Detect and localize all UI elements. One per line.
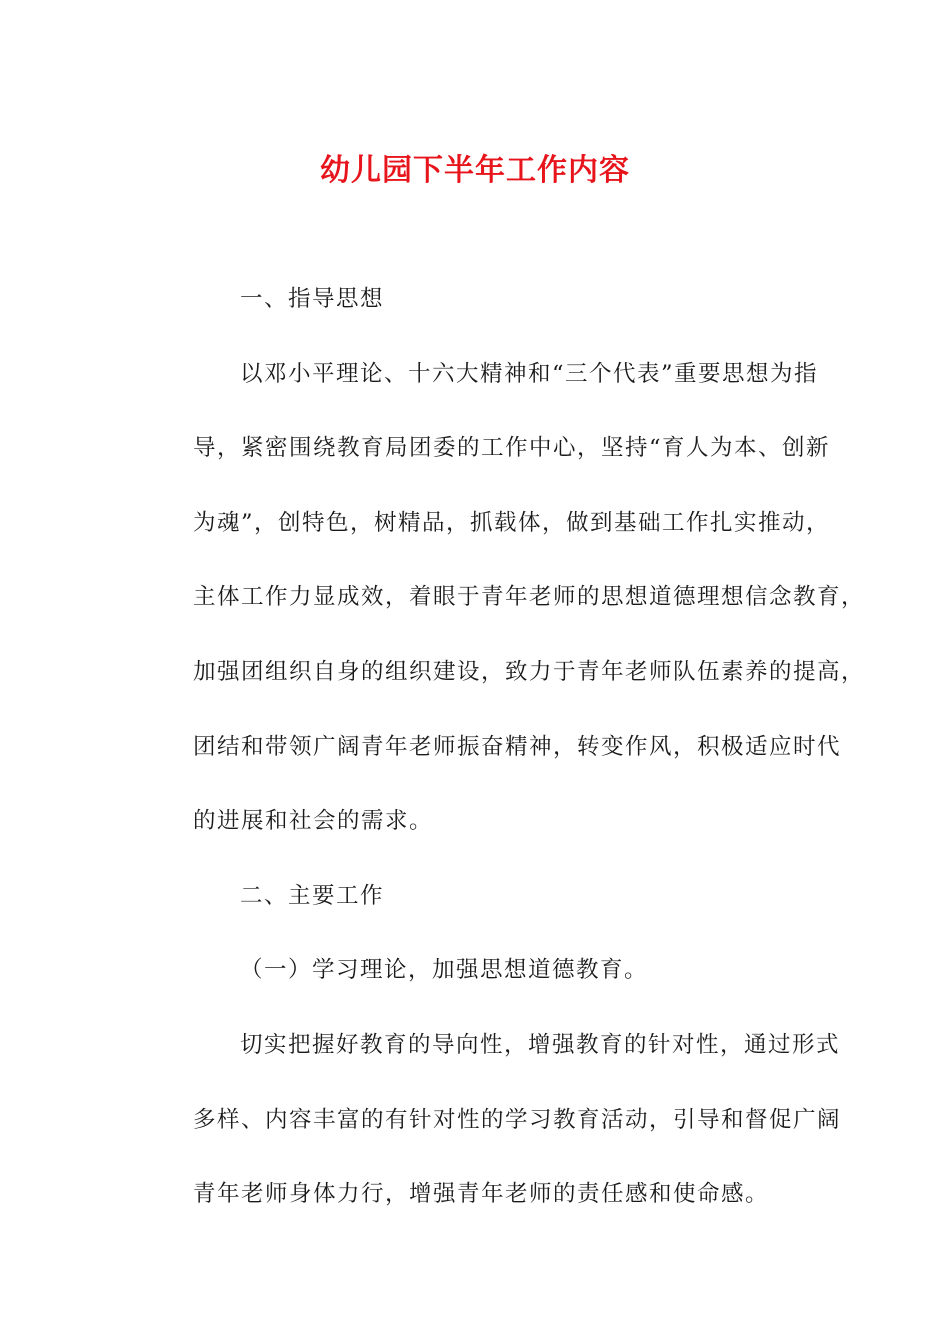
paragraph-line: 二、主要工作 — [240, 882, 385, 909]
paragraph-line: 切实把握好教育的导向性，增强教育的针对性，通过形式 — [240, 1031, 841, 1058]
paragraph-guiding-ideology-body — [146, 337, 866, 859]
paragraph-line: （一）学习理论，加强思想道德教育。 — [240, 957, 649, 984]
paragraph-line: 一、指导思想 — [240, 286, 385, 312]
paragraph-line: 的进展和社会的需求。 — [193, 808, 434, 835]
document-title: 幼儿园下半年工作内容 — [320, 153, 630, 188]
paragraph-line: 多样、内容丰富的有针对性的学习教育活动，引导和督促广阔 — [193, 1106, 842, 1133]
paragraph-heading-guiding-ideology — [146, 262, 806, 337]
paragraph-line: 以邓小平理论、十六大精神和“三个代表”重要思想为指 — [240, 360, 819, 387]
paragraph-heading-main-work — [146, 859, 806, 934]
paragraph-line: 青年老师身体力行，增强青年老师的责任感和使命感。 — [193, 1181, 770, 1208]
document-body — [146, 262, 866, 1232]
paragraph-line: 团结和带领广阔青年老师振奋精神，转变作风，积极适应时代 — [193, 733, 842, 760]
paragraph-subheading-study-theory — [146, 933, 806, 1008]
paragraph-study-theory-body — [146, 1008, 842, 1232]
paragraph-line: 加强团组织自身的组织建设，致力于青年老师队伍素养的提高， — [193, 658, 866, 685]
paragraph-line: 为魂”，创特色，树精品，抓载体，做到基础工作扎实推动， — [193, 509, 831, 536]
paragraph-line: 导，紧密围绕教育局团委的工作中心，坚持“育人为本、创新 — [193, 435, 831, 462]
paragraph-line: 主体工作力显成效，着眼于青年老师的思想道德理想信念教育， — [193, 584, 866, 611]
